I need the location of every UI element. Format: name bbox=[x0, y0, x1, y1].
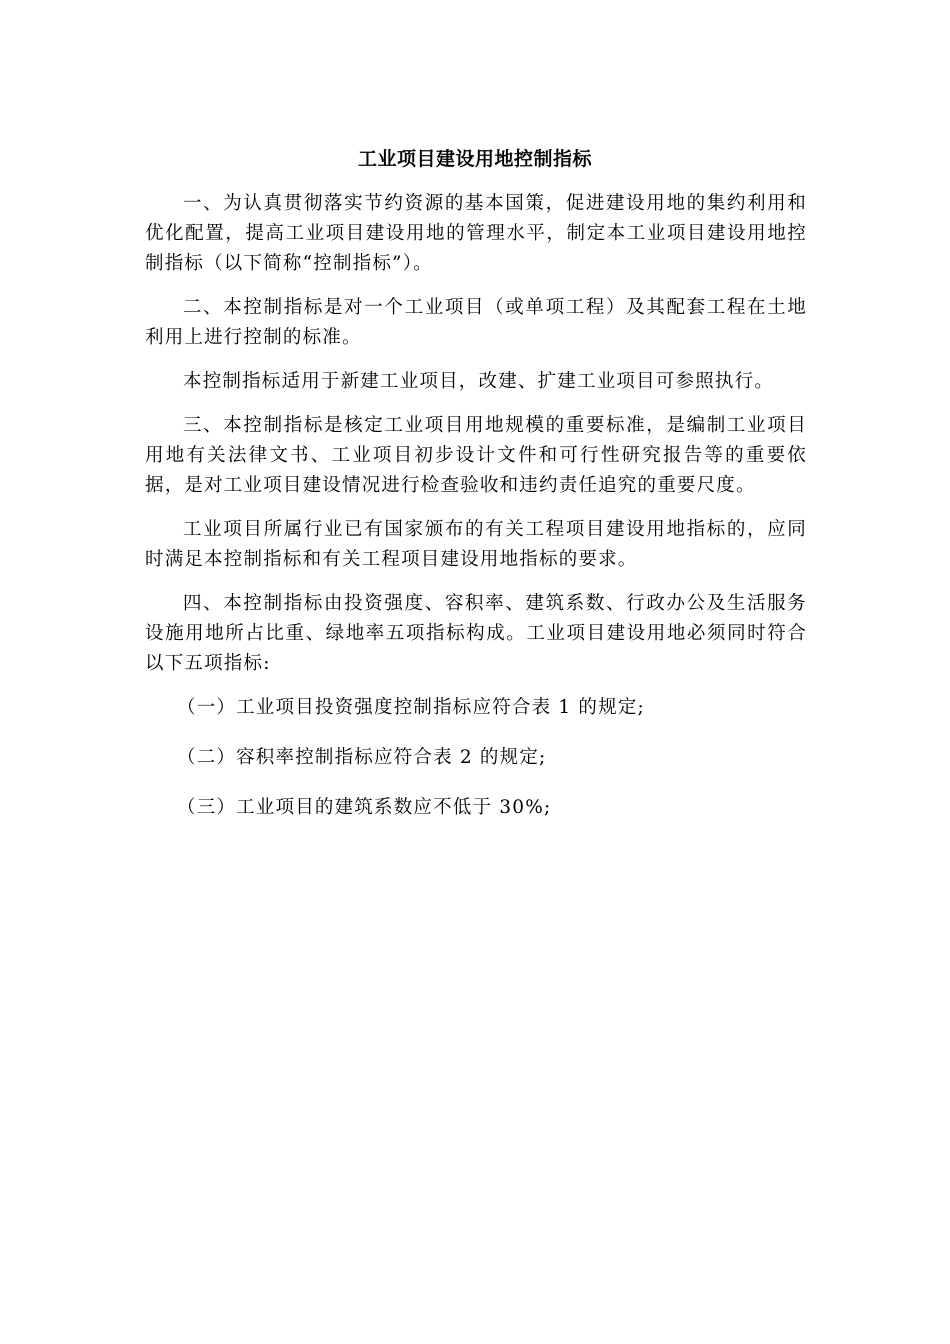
document-body bbox=[145, 189, 807, 843]
paragraph-5: 工业项目所属行业已有国家颁布的有关工程项目建设用地指标的，应同时满足本控制指标和有关工程项目建设用地指标的要求。 bbox=[145, 519, 807, 570]
list-item-3: （三）工业项目的建筑系数应不低于 30%; bbox=[177, 797, 552, 818]
list-item-1: （一）工业项目投资强度控制指标应符合表 1 的规定; bbox=[177, 697, 645, 718]
paragraph-4: 三、本控制指标是核定工业项目用地规模的重要标准，是编制工业项目用地有关法律文书、工业项目初步设计文件和可行性研究报告等的重要依据，是对工业项目建设情况进行检查验收和违约责任追究的重要尺度。 bbox=[145, 415, 807, 496]
list-item-2: （二）容积率控制指标应符合表 2 的规定; bbox=[177, 747, 547, 768]
paragraph-3: 本控制指标适用于新建工业项目，改建、扩建工业项目可参照执行。 bbox=[183, 371, 775, 392]
document-title: 工业项目建设用地控制指标 bbox=[357, 148, 592, 170]
paragraph-1: 一、为认真贯彻落实节约资源的基本国策，促进建设用地的集约利用和优化配置，提高工业项目建设用地的管理水平，制定本工业项目建设用地控制指标（以下简称“控制指标”）。 bbox=[145, 193, 807, 274]
paragraph-6: 四、本控制指标由投资强度、容积率、建筑系数、行政办公及生活服务设施用地所占比重、绿地率五项指标构成。工业项目建设用地必须同时符合以下五项指标: bbox=[145, 593, 807, 674]
paragraph-2: 二、本控制指标是对一个工业项目（或单项工程）及其配套工程在土地利用上进行控制的标准。 bbox=[145, 297, 807, 348]
